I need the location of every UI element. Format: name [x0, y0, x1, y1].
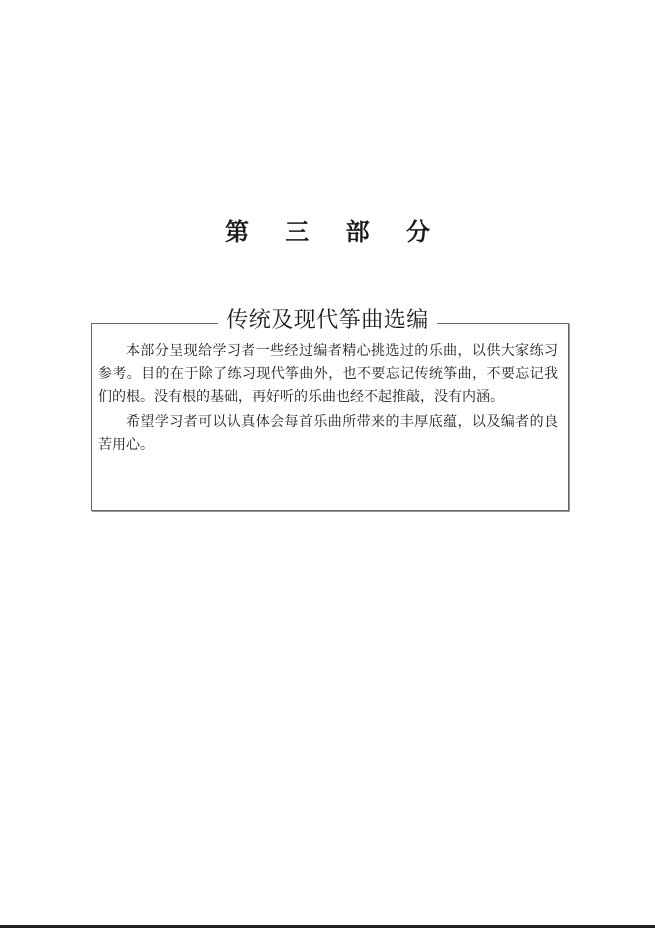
paragraph-intro: 本部分呈现给学习者一些经过编者精心挑选过的乐曲，以供大家练习参考。目的在于除了练习现代筝曲外，也不要忘记传统筝曲，不要忘记我们的根。没有根的基础，再好听的乐曲也经不起推敲，没有内涵。 — [98, 343, 558, 405]
section-heading: 传统及现代筝曲选编 — [218, 305, 437, 337]
paragraph-hope: 希望学习者可以认真体会每首乐曲所带来的丰厚底蕴，以及编者的良苦用心。 — [98, 414, 558, 453]
part-title: 第 三 部 分 — [224, 218, 445, 246]
section-body — [98, 340, 558, 457]
section-heading-wrapper — [0, 305, 655, 338]
